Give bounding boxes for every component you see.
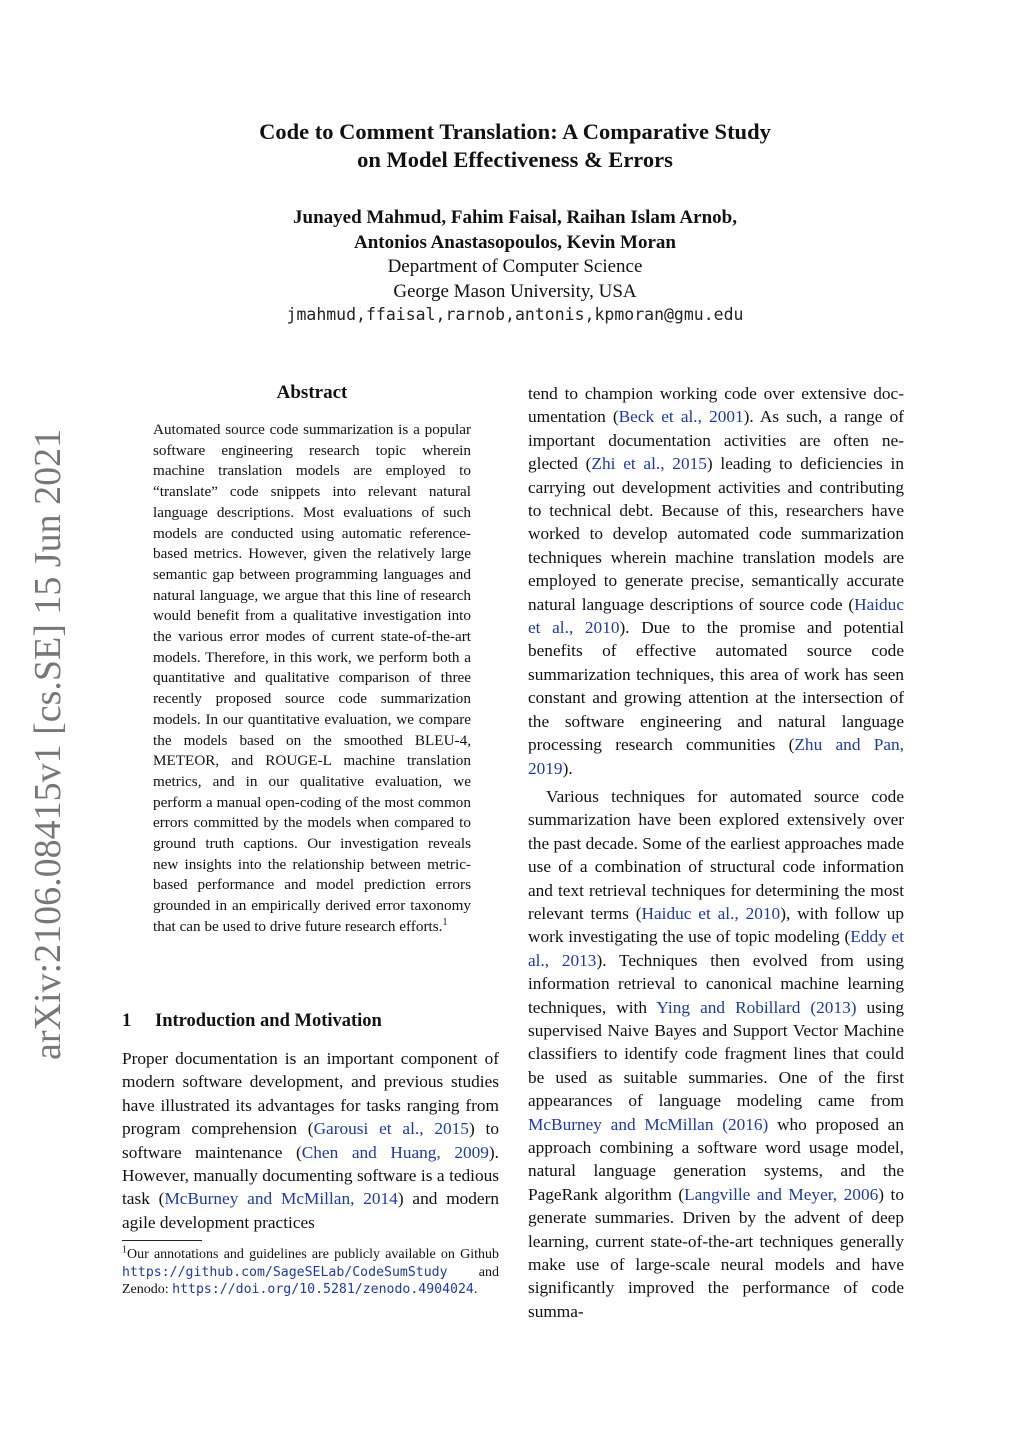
intro-right-column — [528, 382, 904, 1323]
title-line-1: Code to Comment Translation: A Comparative Study — [259, 119, 771, 144]
abstract-body — [153, 420, 471, 938]
authors-line-1: Junayed Mahmud, Fahim Faisal, Raihan Islam Arnob, — [293, 207, 737, 228]
body-text: tend to champion working code over extensive documentation ( — [528, 384, 904, 427]
section-number: 1 — [122, 1011, 132, 1031]
citation-link[interactable]: Beck et al., 2001 — [618, 407, 744, 427]
citation-link[interactable]: Zhu and Pan, 2019 — [528, 735, 904, 778]
body-text: ). Techniques then evolved from using information retrieval to canonical machine learning techniques, with — [528, 950, 905, 1017]
footnote — [122, 1246, 499, 1299]
abstract-text: Automated source code summarization is a popular software engineering research topic wherein machine translation models are employed to “translate” code snippets into relevant natural language descriptions. Most evaluations of such models are conducted using automatic reference-based metrics. However, given the relatively large semantic gap between programming languages and natural language, we argue that this line of research would benefit from a qualitative investigation into the various error modes of current state-of-the-art models. Therefore, in this work, we perform both a quantitative and qualitative comparison of three recently proposed source code summarization models. In our quantitative evaluation, we compare the models based on the smoothed BLEU-4, METEOR, and ROUGE-L machine translation metrics, and in our qualitative evaluation, we perform a manual open-coding of the most common errors committed by the models when compared to ground truth captions. Our investigation reveals new insights into the relationship between metric-based performance and model prediction errors grounded in an empirically derived error taxonomy that can be used to drive future research efforts. — [153, 421, 471, 935]
footnote-text: and Zenodo: — [122, 1264, 499, 1298]
body-text: ) to generate summaries. Driven by the advent of deep learning, current state-of-the-art techniques generally make use of large-scale neural models and have significantly improved the performance of code summa- — [528, 1184, 904, 1321]
body-text: who proposed an approach combining a software word usage model, natural language generation systems, and the PageRank algorithm ( — [528, 1114, 904, 1204]
citation-link[interactable]: Eddy et al., 2013 — [528, 927, 904, 970]
citation-link[interactable]: McBurney and McMillan — [528, 1114, 714, 1134]
citation-link[interactable]: Garousi et al., 2015 — [313, 1119, 469, 1139]
github-url-link[interactable]: https://github.com/SageSELab/CodeSumStudy — [122, 1264, 448, 1280]
citation-year-link[interactable]: (2016) — [722, 1114, 769, 1134]
section-heading — [122, 1011, 382, 1032]
body-text: ). — [562, 758, 573, 778]
footnote-divider — [122, 1240, 202, 1241]
body-text: ) and modern agile development practices — [122, 1189, 500, 1232]
department: Department of Computer Science — [387, 256, 643, 277]
body-text: Proper documentation is an important component of modern software development, and previous studies have illustrated its advantages for tasks ranging from program comprehension ( — [122, 1049, 499, 1139]
citation-link[interactable]: Haiduc et al., 2010 — [641, 903, 781, 923]
body-text: ) to software maintenance ( — [122, 1119, 499, 1162]
authors-line-2: Antonios Anastasopoulos, Kevin Moran — [353, 232, 676, 253]
citation-link[interactable]: McBurney and McMillan, 2014 — [164, 1189, 398, 1209]
citation-year-link[interactable]: (2013) — [810, 997, 857, 1017]
section-title: Introduction and Motivation — [155, 1011, 382, 1031]
body-text: using supervised Naive Bayes and Support Vector Machine classifiers to identify code fragment lines that could be used as suitable summaries. One of the first appearances of language modeling came from — [528, 997, 904, 1111]
citation-link[interactable]: Langville and Meyer, 2006 — [684, 1184, 879, 1204]
title-line-2: on Model Effectiveness & Errors — [357, 147, 673, 172]
citation-link[interactable]: Zhi et al., 2015 — [591, 454, 707, 474]
body-text: ) leading to deficiencies in carrying out development activities and contributing to technical debt. Because of this, researchers have worked to develop automated code summarization techniques wherein machine translation models are employed to generate precise, semantically accurate natural language descriptions of source code ( — [528, 454, 904, 614]
abstract-heading: Abstract — [276, 382, 348, 403]
arxiv-identifier: arXiv:2106.08415v1 [cs.SE] 15 Jun 2021 — [27, 428, 69, 1060]
zenodo-url-link[interactable]: https://doi.org/10.5281/zenodo.4904024 — [172, 1282, 474, 1298]
author-emails[interactable]: jmahmud,ffaisal,rarnob,antonis,kpmoran@gmu.edu — [286, 305, 744, 324]
paper-title — [120, 118, 910, 174]
affiliation — [120, 254, 910, 304]
body-text: ). However, manually documenting software is a tedious task ( — [122, 1142, 499, 1209]
footnote-text: Our annotations and guidelines are publicly available on Github — [127, 1247, 499, 1262]
footnote-text: . — [473, 1282, 478, 1298]
paragraph — [528, 785, 904, 1323]
citation-link[interactable]: Haiduc et al., 2010 — [528, 594, 904, 638]
university: George Mason University, USA — [393, 281, 637, 302]
footnote-mark-link[interactable]: 1 — [442, 916, 448, 928]
body-text: ), with follow up work investigating the use of topic modeling ( — [528, 903, 904, 947]
body-text: Various techniques for automated source code summarization have been explored extensively over the past decade. Some of the earliest approaches made use of a combination of structural code information and text retrieval techniques for determining the most relevant terms ( — [528, 786, 904, 923]
body-text: ). Due to the promise and potential benefits of effective automated source code summarization techniques, this area of work has seen constant and growing attention at the intersection of the software engineering and natural language processing research communities ( — [528, 618, 904, 755]
intro-left-column — [122, 1047, 499, 1234]
citation-link[interactable]: Ying and Robillard — [656, 997, 801, 1017]
footnote-number: 1 — [122, 1244, 127, 1256]
body-text: ). As such, a range of important documentation activities are often neglected ( — [528, 407, 904, 474]
author-list — [120, 205, 910, 255]
citation-link[interactable]: Chen and Huang, 2009 — [301, 1142, 489, 1162]
paragraph — [528, 382, 904, 780]
